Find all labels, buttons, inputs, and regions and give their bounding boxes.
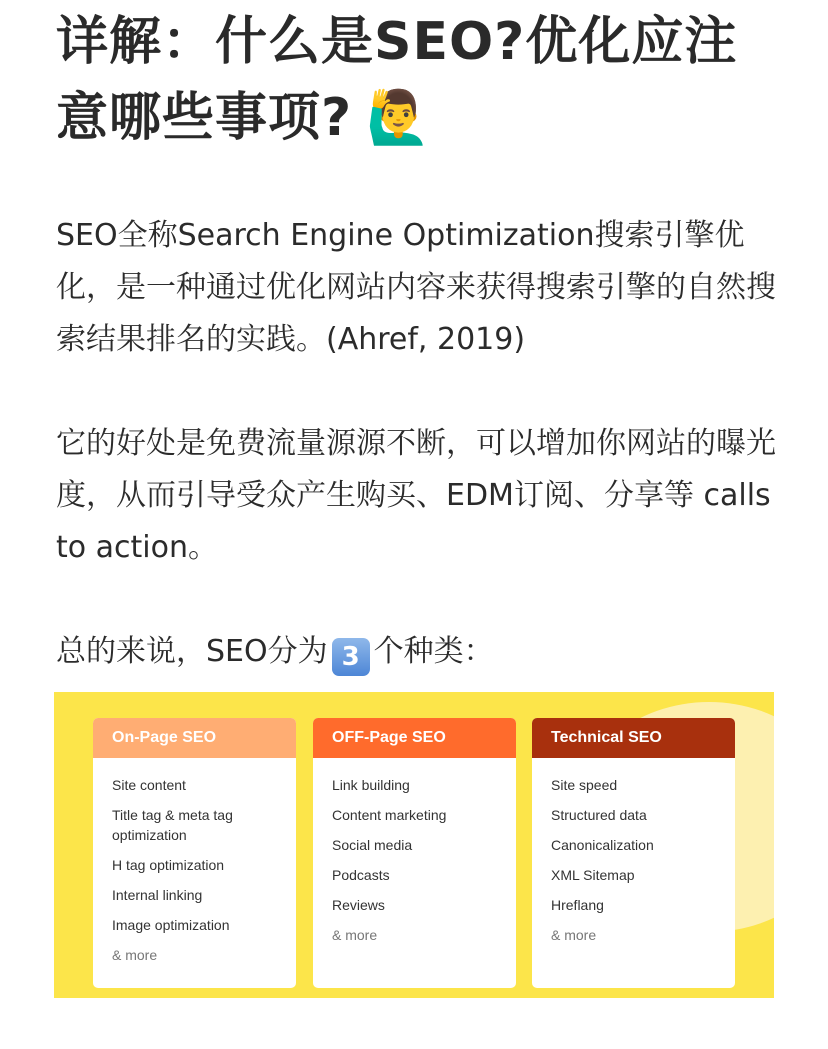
card-item: Hreflang <box>551 897 604 913</box>
card-item: Title tag & meta tag optimization <box>112 807 233 843</box>
card-item: Reviews <box>332 897 385 913</box>
seo-type-card-technical <box>532 718 735 988</box>
card-item: Content marketing <box>332 807 447 823</box>
card-item-more: & more <box>551 927 597 943</box>
card-item-list <box>313 758 516 945</box>
card-item: Site content <box>112 777 186 793</box>
card-item-list <box>532 758 735 945</box>
card-item: Internal linking <box>112 887 203 903</box>
benefits-paragraph: 它的好处是免费流量源源不断，可以增加你网站的曝光度，从而引导受众产生购买、EDM订阅、分享等 calls to action。 <box>56 426 776 565</box>
seo-types-image <box>54 692 774 998</box>
article-title <box>56 4 786 156</box>
types-intro-paragraph <box>56 626 776 678</box>
card-item-more: & more <box>112 947 158 963</box>
types-intro-after: 个种类： <box>373 634 494 669</box>
card-header: Technical SEO <box>532 718 735 758</box>
card-item: Podcasts <box>332 867 390 883</box>
card-item: XML Sitemap <box>551 867 635 883</box>
card-item-list <box>93 758 296 965</box>
card-item: Image optimization <box>112 917 230 933</box>
keycap-three-icon: 3 <box>332 638 370 676</box>
card-header: OFF-Page SEO <box>313 718 516 758</box>
seo-type-card-on-page <box>93 718 296 988</box>
types-intro-before: 总的来说，SEO分为 <box>56 634 328 669</box>
card-item-more: & more <box>332 927 378 943</box>
article-title-text: 详解：什么是SEO?优化应注意哪些事项? <box>56 12 738 148</box>
card-item: Structured data <box>551 807 647 823</box>
raising-hand-emoji-icon: 🙋‍♂️ <box>366 88 432 148</box>
card-header: On-Page SEO <box>93 718 296 758</box>
intro-paragraph: SEO全称Search Engine Optimization搜索引擎优化，是一种通过优化网站内容来获得搜索引擎的自然搜索结果排名的实践。(Ahref, 2019) <box>56 218 776 357</box>
card-item: Link building <box>332 777 410 793</box>
card-item: H tag optimization <box>112 857 225 873</box>
card-item: Canonicalization <box>551 837 654 853</box>
card-item: Site speed <box>551 777 618 793</box>
seo-type-card-off-page <box>313 718 516 988</box>
card-item: Social media <box>332 837 413 853</box>
